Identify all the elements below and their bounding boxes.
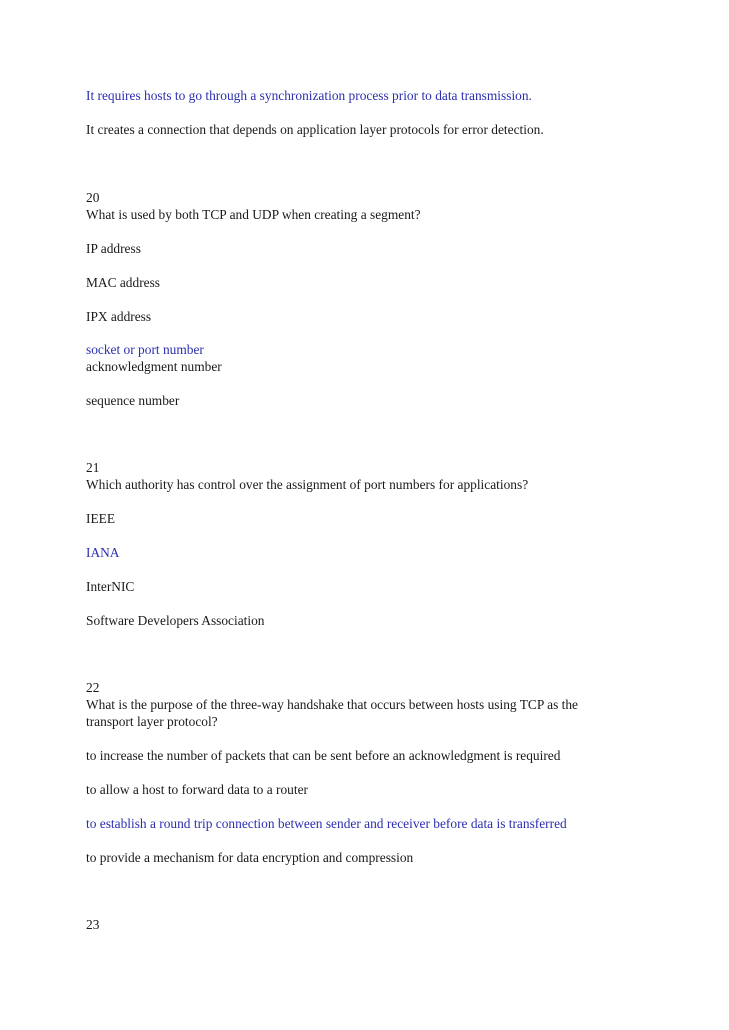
- option-text: IPX address: [86, 309, 152, 324]
- option-text: to allow a host to forward data to a router: [86, 782, 308, 797]
- option-text: IP address: [86, 241, 141, 256]
- question-number: 22: [86, 680, 100, 695]
- question-text: Which authority has control over the assignment of port numbers for applications?: [86, 477, 529, 492]
- question-text: What is the purpose of the three-way handshake that occurs between hosts using TCP as the: [86, 697, 578, 712]
- option-text-correct: IANA: [86, 545, 120, 560]
- question-text: transport layer protocol?: [86, 714, 218, 729]
- option-text: to provide a mechanism for data encryption and compression: [86, 850, 414, 865]
- question-number: 21: [86, 460, 100, 475]
- option-text: MAC address: [86, 275, 161, 290]
- option-text-correct: to establish a round trip connection between sender and receiver before data is transferred: [86, 816, 567, 831]
- option-text: sequence number: [86, 393, 180, 408]
- option-text: IEEE: [86, 511, 115, 526]
- option-text-correct: socket or port number: [86, 342, 204, 357]
- question-number: 23: [86, 917, 100, 932]
- option-text: InterNIC: [86, 579, 135, 594]
- option-text: Software Developers Association: [86, 613, 265, 628]
- option-text: to increase the number of packets that can be sent before an acknowledgment is required: [86, 748, 561, 763]
- option-text: acknowledgment number: [86, 359, 222, 374]
- question-text: What is used by both TCP and UDP when creating a segment?: [86, 207, 421, 222]
- option-text-correct: It requires hosts to go through a synchronization process prior to data transmission.: [86, 88, 532, 103]
- question-number: 20: [86, 190, 100, 205]
- option-text: It creates a connection that depends on application layer protocols for error detection.: [86, 122, 544, 137]
